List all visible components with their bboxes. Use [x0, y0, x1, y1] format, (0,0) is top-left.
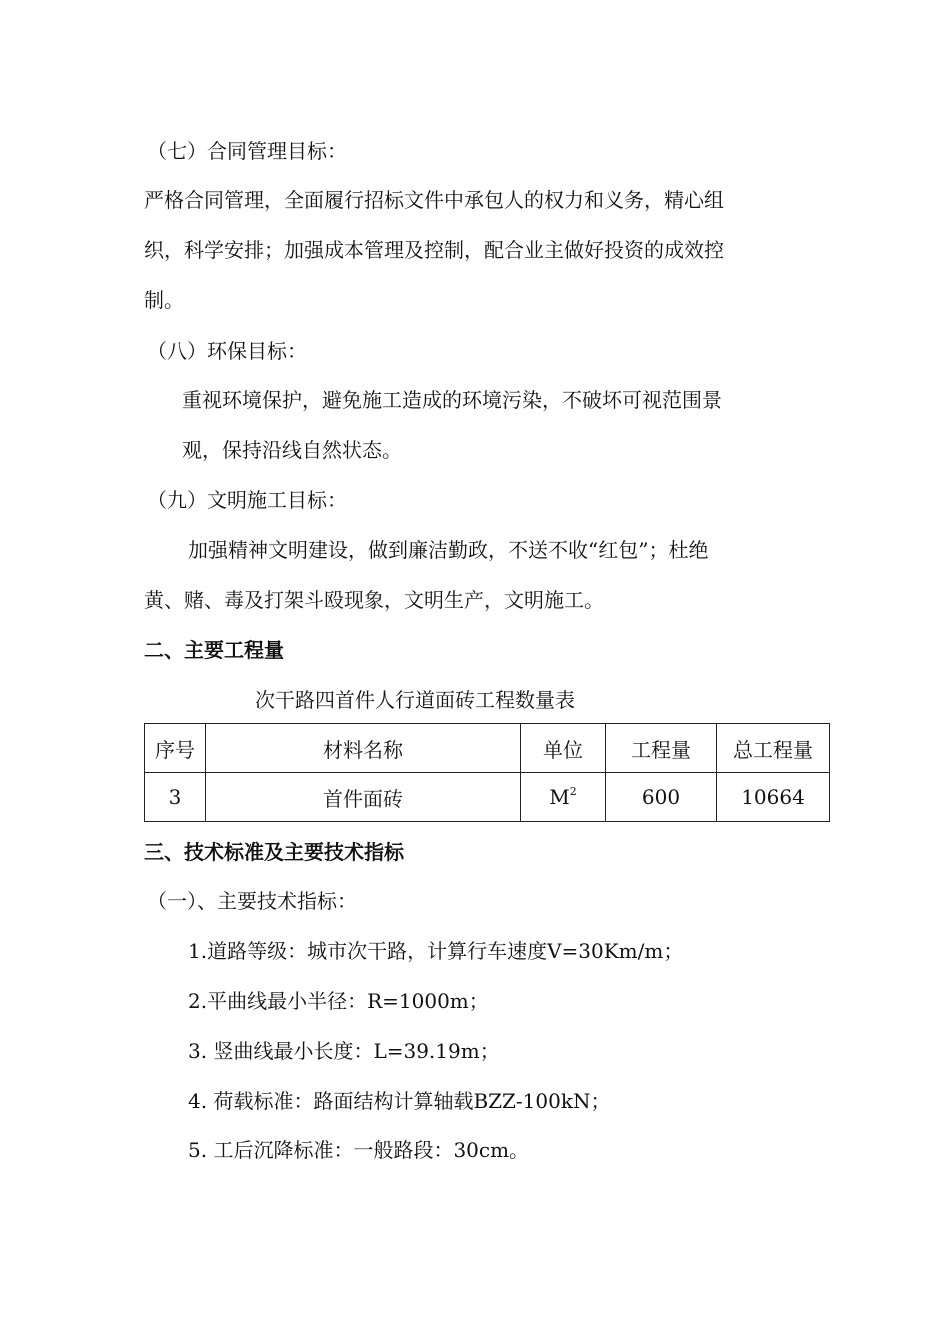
table-header-row [145, 724, 830, 773]
tech-item-1: 1.道路等级：城市次干路，计算行车速度V=30Km/m； [188, 939, 684, 963]
quantity-heading: 二、主要工程量 [144, 638, 284, 662]
cell-material: 首件面砖 [206, 773, 521, 822]
contract-paragraph-line-2: 织，科学安排；加强成本管理及控制，配合业主做好投资的成效控 [144, 238, 724, 262]
header-quantity: 工程量 [606, 724, 717, 773]
quantity-table [144, 723, 830, 822]
contract-paragraph-line-3: 制。 [144, 288, 184, 312]
header-total: 总工程量 [717, 724, 830, 773]
cell-no: 3 [145, 773, 206, 822]
tech-item-4: 4. 荷载标准：路面结构计算轴载BZZ-100kN； [188, 1089, 611, 1113]
table-caption: 次干路四首件人行道面砖工程数量表 [255, 688, 575, 712]
env-paragraph-line-2: 观，保持沿线自然状态。 [182, 438, 402, 462]
cell-unit [521, 773, 606, 822]
civil-section-title: （九）文明施工目标： [147, 488, 347, 512]
tech-heading: 三、技术标准及主要技术指标 [144, 840, 404, 864]
civil-paragraph-line-2: 黄、赌、毒及打架斗殴现象，文明生产，文明施工。 [144, 588, 604, 612]
header-no: 序号 [145, 724, 206, 773]
header-unit: 单位 [521, 724, 606, 773]
tech-item-2: 2.平曲线最小半径：R=1000m； [188, 989, 489, 1013]
contract-paragraph-line-1: 严格合同管理，全面履行招标文件中承包人的权力和义务，精心组 [144, 188, 724, 212]
env-section-title: （八）环保目标： [147, 339, 307, 363]
env-paragraph-line-1: 重视环境保护，避免施工造成的环境污染，不破坏可视范围景 [182, 388, 722, 412]
unit-base: M [549, 785, 570, 809]
contract-section-title: （七）合同管理目标： [147, 139, 347, 163]
tech-item-5: 5. 工后沉降标准：一般路段：30cm。 [188, 1138, 530, 1162]
table-row [145, 773, 830, 822]
header-material: 材料名称 [206, 724, 521, 773]
cell-total: 10664 [717, 773, 830, 822]
unit-superscript: 2 [569, 785, 577, 798]
cell-quantity: 600 [606, 773, 717, 822]
tech-item-3: 3. 竖曲线最小长度：L=39.19m； [188, 1039, 500, 1063]
civil-paragraph-line-1: 加强精神文明建设，做到廉洁勤政，不送不收“红包”；杜绝 [188, 538, 709, 562]
tech-subheading: （一）、主要技术指标： [147, 889, 357, 913]
